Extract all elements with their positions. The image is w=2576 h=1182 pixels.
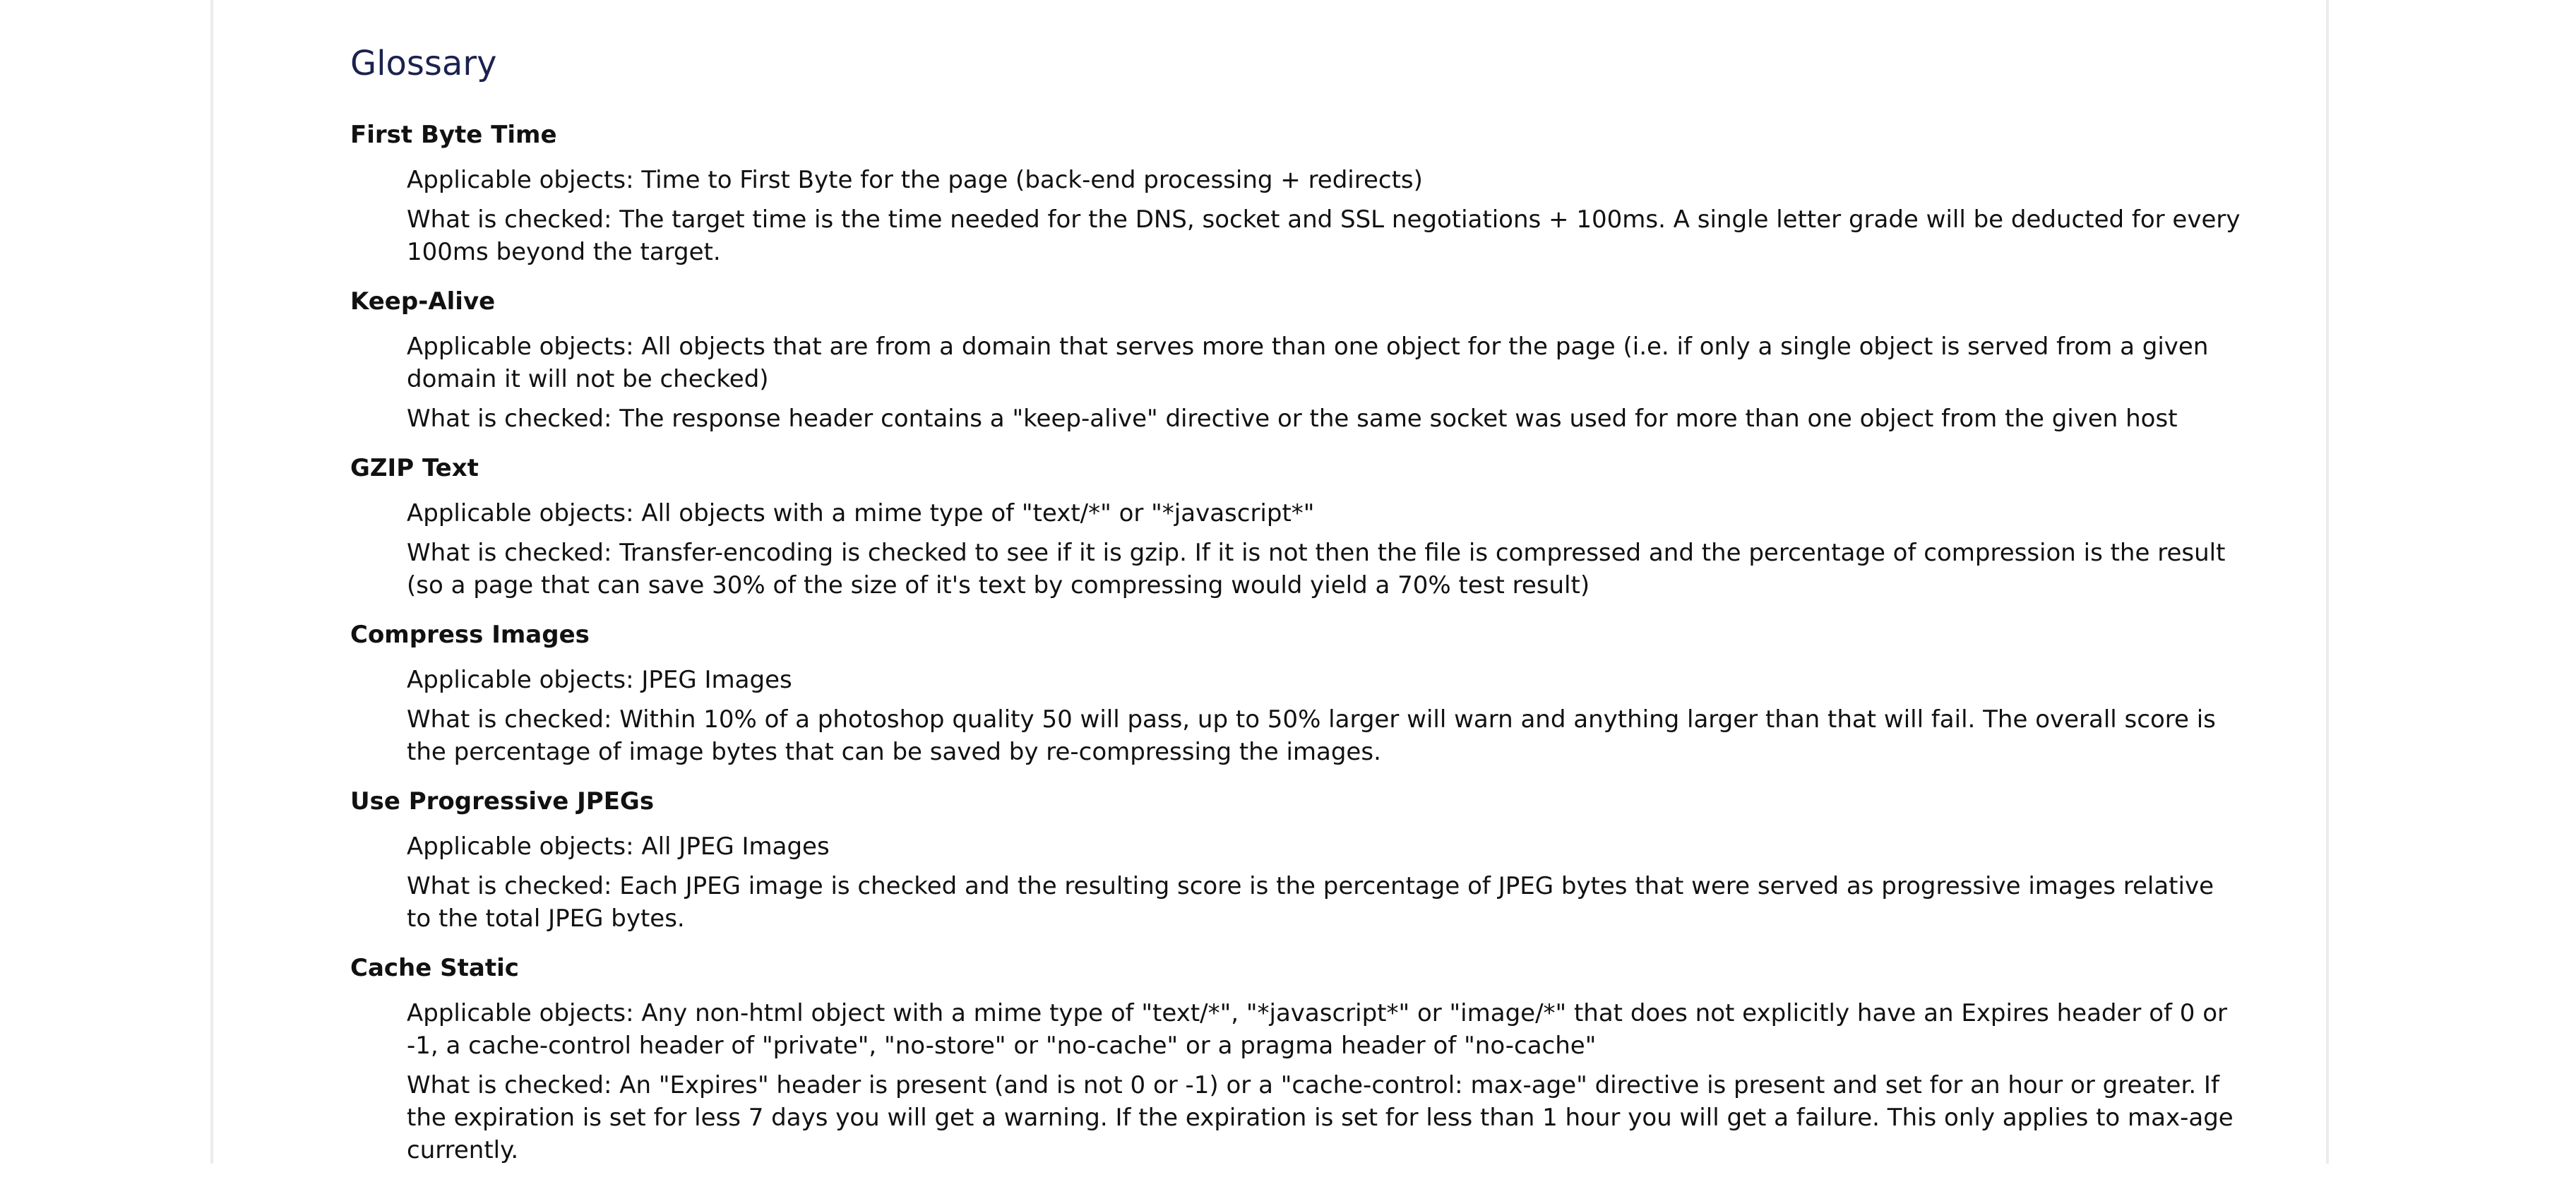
term-cache-static: Cache Static: [350, 954, 519, 982]
term-keep-alive: Keep-Alive: [350, 287, 496, 316]
what-is-checked-cache-static: What is checked: An "Expires" header is present (and is not 0 or -1) or a "cache-control: max-age" directive is present and set for an hour or greater. If the expiration is set for less 7 days you will get a warning. If the expiration is set for less than 1 hour you will get a failure. This only applies to max-age currently.: [407, 1071, 2234, 1164]
applicable-objects-cache-static: Applicable objects: Any non-html object with a mime type of "text/*", "*javascript*" or "image/*" that does not explicitly have an Expires header of 0 or -1, a cache-control header of "private", "no-store" or "no-cache" or a pragma header of "no-cache": [407, 999, 2228, 1060]
applicable-objects-gzip-text: Applicable objects: All objects with a mime type of "text/*" or "*javascript*": [407, 499, 1315, 527]
applicable-objects-use-progressive-jpegs: Applicable objects: All JPEG Images: [407, 832, 830, 861]
glossary-section: [350, 38, 2243, 1182]
applicable-objects-compress-images: Applicable objects: JPEG Images: [407, 666, 792, 694]
glossary-list: [350, 117, 2243, 1166]
term-first-byte-time: First Byte Time: [350, 121, 557, 149]
what-is-checked-compress-images: What is checked: Within 10% of a photoshop quality 50 will pass, up to 50% larger will warn and anything larger than that will fail. The overall score is the percentage of image bytes that can be saved by re-compressing the images.: [407, 705, 2216, 766]
term-use-progressive-jpegs: Use Progressive JPEGs: [350, 787, 655, 816]
page-container: [210, 0, 2329, 1164]
what-is-checked-gzip-text: What is checked: Transfer-encoding is checked to see if it is gzip. If it is not then the file is compressed and the percentage of compression is the result (so a page that can save 30% of the size of it's text by compressing would yield a 70% test result): [407, 539, 2226, 599]
what-is-checked-keep-alive: What is checked: The response header contains a "keep-alive" directive or the same socket was used for more than one object from the given host: [407, 405, 2178, 433]
what-is-checked-use-progressive-jpegs: What is checked: Each JPEG image is checked and the resulting score is the percentage of JPEG bytes that were served as progressive images relative to the total JPEG bytes.: [407, 872, 2214, 933]
what-is-checked-first-byte-time: What is checked: The target time is the time needed for the DNS, socket and SSL negotiations + 100ms. A single letter grade will be deducted for every 100ms beyond the target.: [407, 205, 2241, 266]
term-compress-images: Compress Images: [350, 621, 590, 649]
applicable-objects-first-byte-time: Applicable objects: Time to First Byte for the page (back-end processing + redirects): [407, 166, 1423, 194]
glossary-title: Glossary: [350, 44, 497, 83]
applicable-objects-keep-alive: Applicable objects: All objects that are from a domain that serves more than one object for the page (i.e. if only a single object is served from a given domain it will not be checked): [407, 333, 2209, 393]
term-gzip-text: GZIP Text: [350, 454, 479, 482]
